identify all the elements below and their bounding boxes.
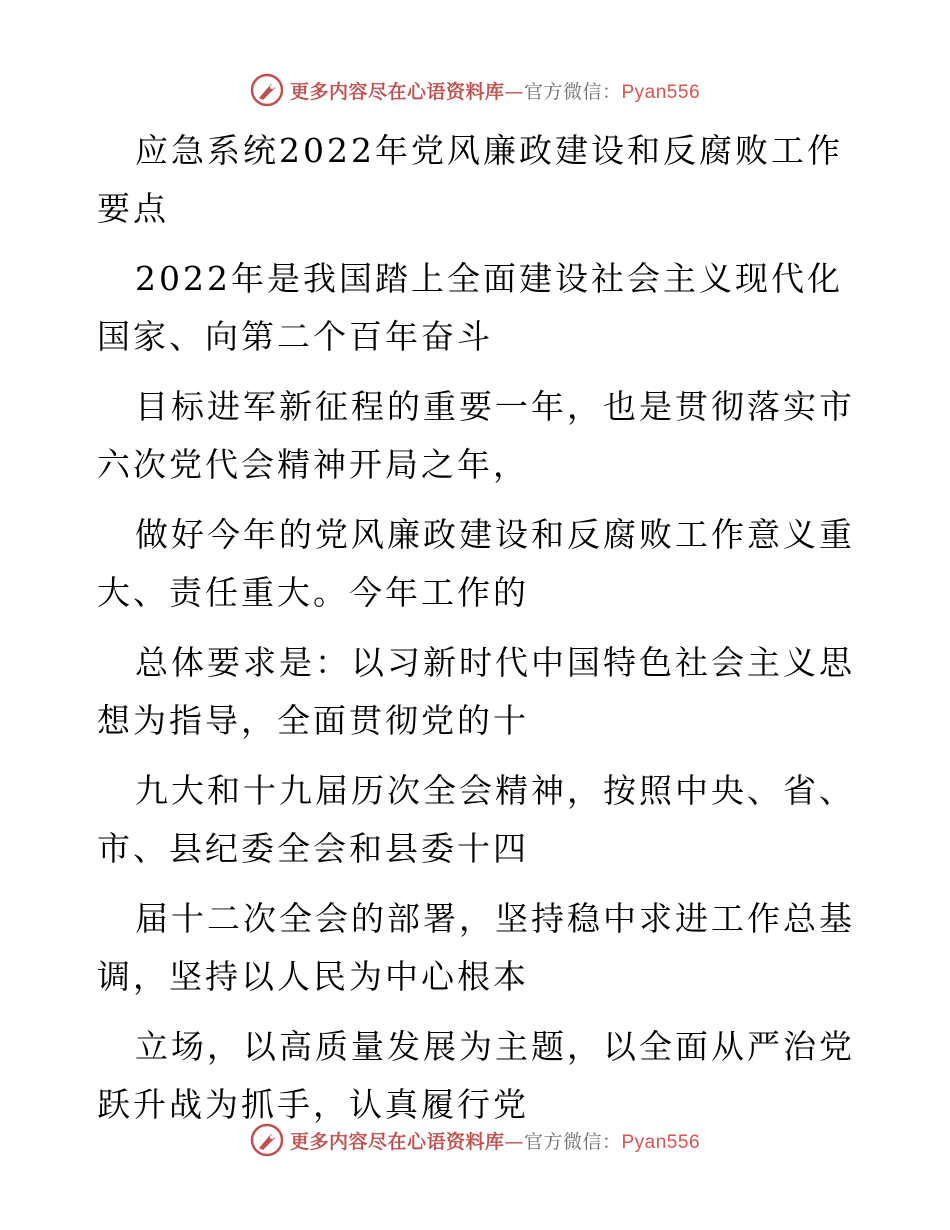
paragraph: 立场，以高质量发展为主题，以全面从严治党跃升战为抓手，认真履行党 xyxy=(97,1027,855,1124)
watermark-text: 更多内容尽在心语资料库—官方微信：Pyan556 xyxy=(289,80,701,103)
paragraph: 2022年是我国踏上全面建设社会主义现代化国家、向第二个百年奋斗 xyxy=(97,259,843,356)
paragraph: 届十二次全会的部署，坚持稳中求进工作总基调，坚持以人民为中心根本 xyxy=(97,899,855,996)
pen-nib-logo-icon xyxy=(250,73,284,107)
paragraph: 总体要求是：以习新时代中国特色社会主义思想为指导，全面贯彻党的十 xyxy=(97,643,855,740)
pen-nib-logo-icon xyxy=(250,1123,284,1157)
document-body xyxy=(97,122,857,1146)
document-title: 应急系统2022年党风廉政建设和反腐败工作要点 xyxy=(97,131,843,228)
paragraph: 做好今年的党风廉政建设和反腐败工作意义重大、责任重大。今年工作的 xyxy=(97,515,855,612)
header-watermark xyxy=(0,70,950,110)
footer-watermark xyxy=(0,1120,950,1160)
paragraph: 目标进军新征程的重要一年，也是贯彻落实市六次党代会精神开局之年， xyxy=(97,387,855,484)
paragraph: 九大和十九届历次全会精神，按照中央、省、市、县纪委全会和县委十四 xyxy=(97,771,855,868)
watermark-text: 更多内容尽在心语资料库—官方微信：Pyan556 xyxy=(289,1130,701,1153)
